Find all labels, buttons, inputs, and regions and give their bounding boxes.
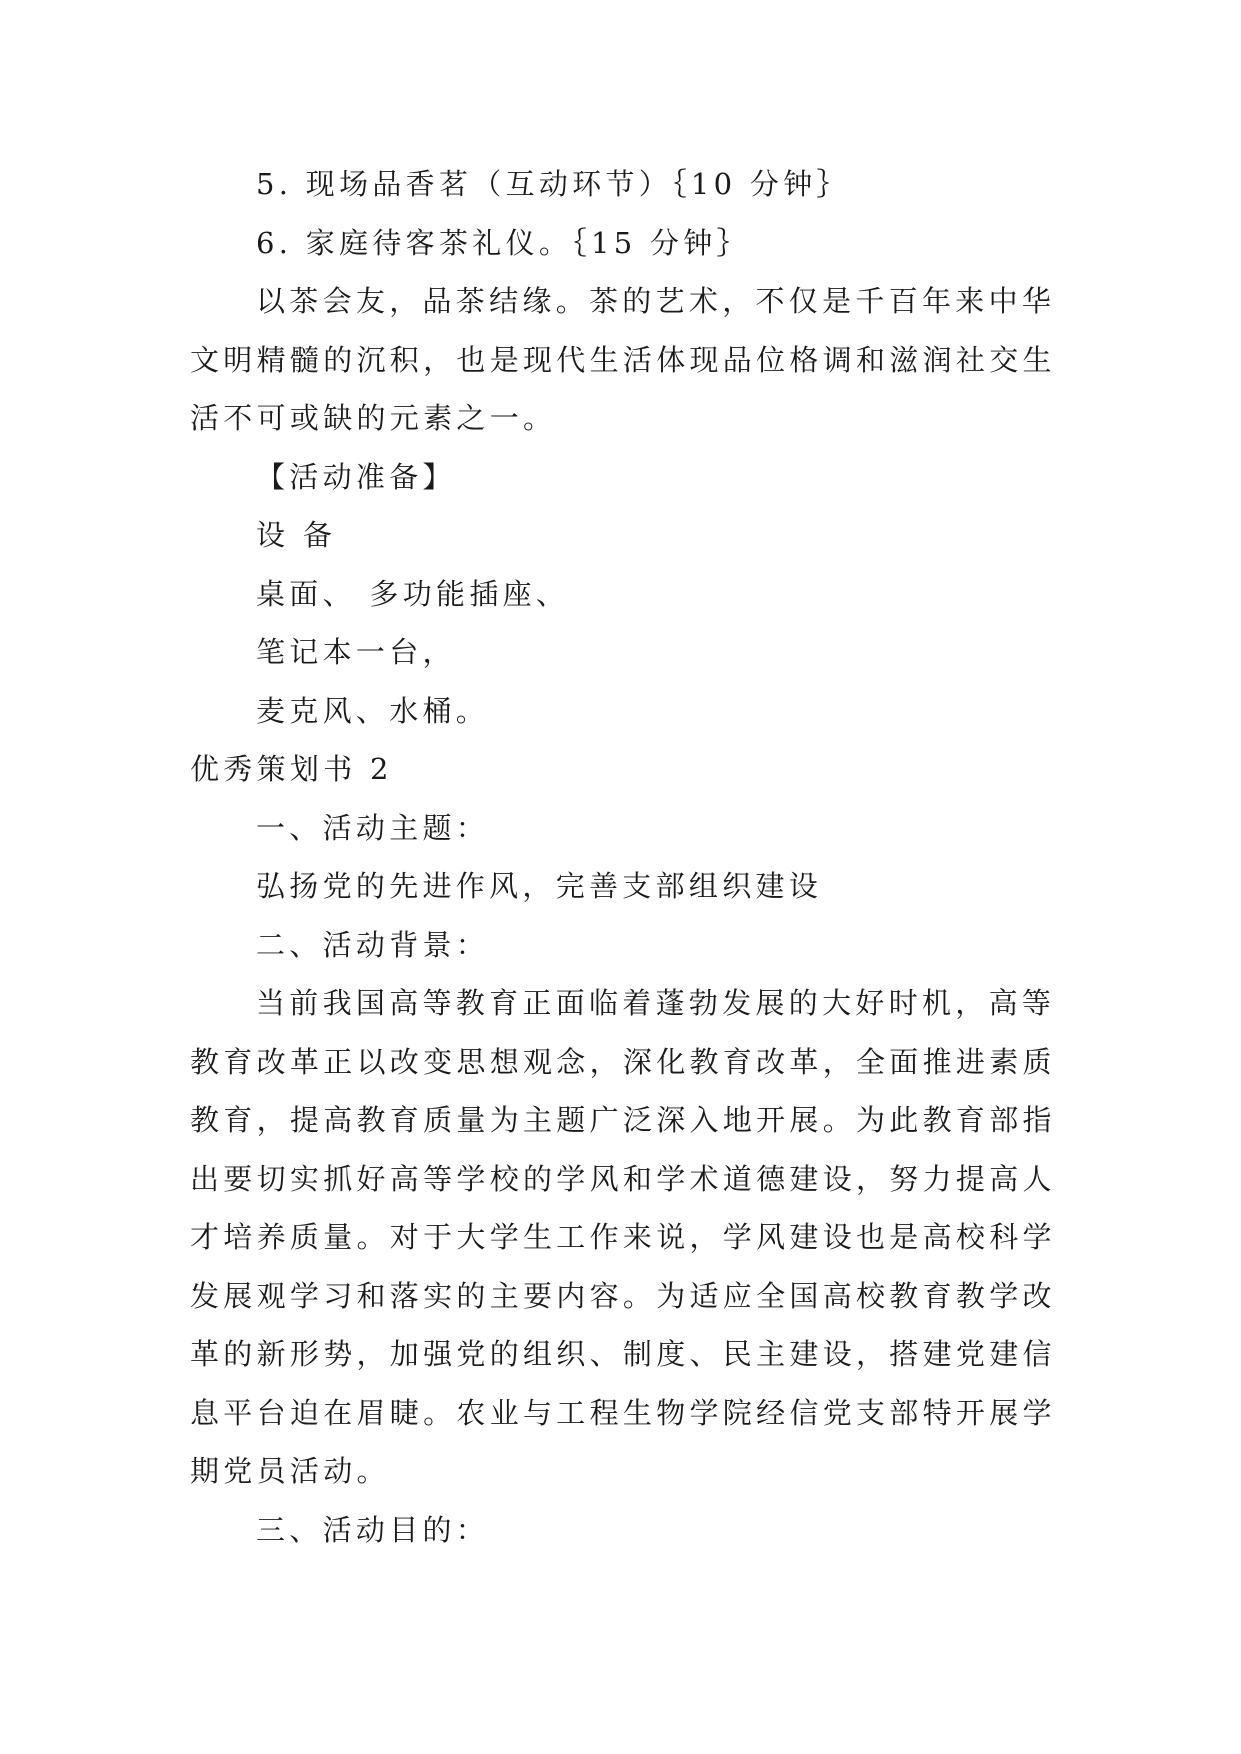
document-body xyxy=(190,155,1056,1559)
paragraph-line: 息平台迫在眉睫。农业与工程生物学院经信党支部特开展学 xyxy=(190,1395,1056,1430)
section-heading-background: 二、活动背景： xyxy=(256,927,490,962)
section-heading-preparation: 【活动准备】 xyxy=(256,459,456,494)
section-heading-purpose: 三、活动目的： xyxy=(256,1512,490,1547)
document-title: 优秀策划书 2 xyxy=(190,752,393,786)
equipment-item: 笔记本一台， xyxy=(256,635,456,669)
list-item-6: 6. 家庭待客茶礼仪。｛15 分钟｝ xyxy=(256,225,750,260)
paragraph-line: 发展观学习和落实的主要内容。为适应全国高校教育教学改 xyxy=(190,1278,1056,1313)
paragraph-line: 革的新形势，加强党的组织、制度、民主建设，搭建党建信 xyxy=(190,1337,1056,1371)
section-heading-theme: 一、活动主题： xyxy=(256,810,490,845)
paragraph-line: 文明精髓的沉积，也是现代生活体现品位格调和滋润社交生 xyxy=(190,342,1056,377)
list-item-5: 5. 现场品香茗（互动环节）｛10 分钟｝ xyxy=(256,167,850,201)
equipment-item: 桌面、 多功能插座、 xyxy=(256,576,570,611)
paragraph-line: 活不可或缺的元素之一。 xyxy=(190,401,557,435)
equipment-item: 麦克风、水桶。 xyxy=(256,693,490,728)
paragraph-line: 教育，提高教育质量为主题广泛深入地开展。为此教育部指 xyxy=(190,1103,1056,1137)
paragraph-line: 教育改革正以改变思想观念，深化教育改革，全面推进素质 xyxy=(190,1044,1056,1079)
paragraph-line: 以茶会友，品茶结缘。茶的艺术，不仅是千百年来中华 xyxy=(256,284,1056,318)
paragraph-line: 当前我国高等教育正面临着蓬勃发展的大好时机，高等 xyxy=(256,986,1056,1020)
paragraph-line: 出要切实抓好高等学校的学风和学术道德建设，努力提高人 xyxy=(190,1161,1056,1196)
equipment-label: 设 备 xyxy=(256,518,337,552)
paragraph-line: 期党员活动。 xyxy=(190,1454,390,1488)
paragraph-line: 才培养质量。对于大学生工作来说，学风建设也是高校科学 xyxy=(190,1220,1056,1254)
theme-text: 弘扬党的先进作风，完善支部组织建设 xyxy=(256,869,823,903)
